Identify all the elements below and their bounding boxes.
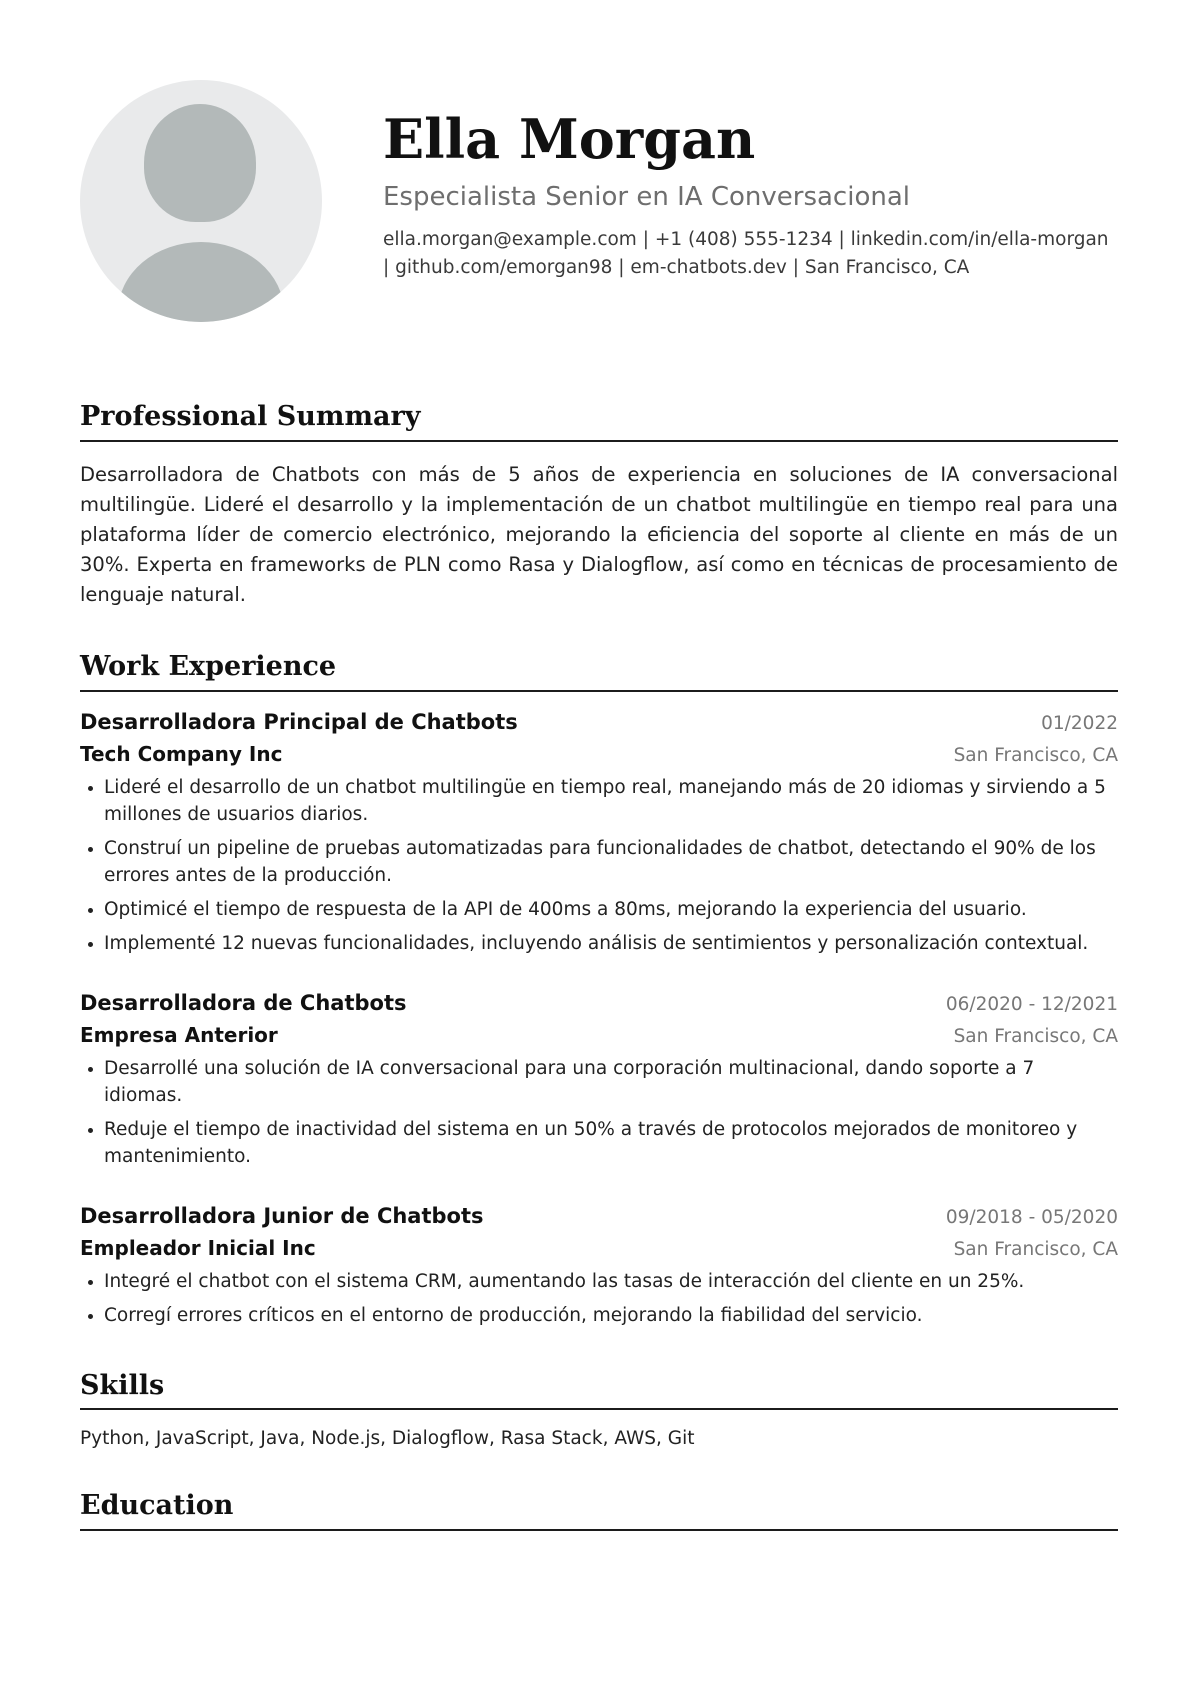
job-bullet: Optimicé el tiempo de respuesta de la API de 400ms a 80ms, mejorando la experiencia del usuario. [80,896,1118,923]
job-location: San Francisco, CA [953,1025,1118,1047]
experience-section [80,650,1118,1329]
job-bullet: Lideré el desarrollo de un chatbot multilingüe en tiempo real, manejando más de 20 idiomas y sirviendo a 5 millones de usuarios diarios. [80,774,1118,828]
job-entry [80,1204,1118,1329]
job-bullet: Integré el chatbot con el sistema CRM, aumentando las tasas de interacción del cliente en un 25%. [80,1268,1118,1295]
candidate-subtitle: Especialista Senior en IA Conversacional [383,182,910,212]
job-location: San Francisco, CA [953,1238,1118,1260]
job-bullet: Implementé 12 nuevas funcionalidades, incluyendo análisis de sentimientos y personalización contextual. [80,930,1118,957]
resume-header [383,106,1123,282]
resume-content [80,400,1118,1571]
skills-heading: Skills [80,1369,1118,1411]
contact-line-2: | github.com/emorgan98 | em-chatbots.dev | San Francisco, CA [383,257,970,279]
avatar [80,80,322,322]
job-bullet: Reduje el tiempo de inactividad del sistema en un 50% a través de protocolos mejorados de monitoreo y mantenimiento. [80,1116,1118,1170]
contact-info [383,226,1123,282]
job-title: Desarrolladora de Chatbots [80,990,407,1015]
job-location: San Francisco, CA [953,744,1118,766]
job-bullet: Construí un pipeline de pruebas automatizadas para funcionalidades de chatbot, detectando el 90% de los errores antes de la producción. [80,835,1118,889]
experience-heading: Work Experience [80,650,1118,692]
summary-heading: Professional Summary [80,400,1118,442]
job-company: Tech Company Inc [80,741,283,766]
education-section [80,1489,1118,1531]
job-entry [80,710,1118,957]
education-heading: Education [80,1489,1118,1531]
job-bullets [80,774,1118,957]
job-bullets [80,1055,1118,1170]
contact-line-1: ella.morgan@example.com | +1 (408) 555-1234 | linkedin.com/in/ella-morgan [383,229,1109,251]
job-entry [80,991,1118,1170]
summary-section [80,400,1118,610]
skills-section [80,1369,1118,1450]
candidate-name: Ella Morgan [383,107,756,171]
job-title: Desarrolladora Junior de Chatbots [80,1203,484,1228]
job-date: 01/2022 [1041,712,1118,734]
summary-text: Desarrolladora de Chatbots con más de 5 años de experiencia en soluciones de IA conversacional multilingüe. Lideré el desarrollo y la implementación de un chatbot multilingüe en tiempo real para una plataforma líder de comercio electrónico, mejorando la eficiencia del soporte al cliente en más de un 30%. Experta en frameworks de PLN como Rasa y Dialogflow, así como en técnicas de procesamiento de lenguaje natural. [80,462,1118,606]
skills-text: Python, JavaScript, Java, Node.js, Dialogflow, Rasa Stack, AWS, Git [80,1428,695,1450]
job-bullet: Desarrollé una solución de IA conversacional para una corporación multinacional, dando soporte a 7 idiomas. [80,1055,1118,1109]
job-bullet: Corregí errores críticos en el entorno de producción, mejorando la fiabilidad del servicio. [80,1302,1118,1329]
job-date: 06/2020 - 12/2021 [945,993,1118,1015]
avatar-body-shape [118,242,284,322]
job-title: Desarrolladora Principal de Chatbots [80,709,518,734]
avatar-head-shape [144,104,256,222]
job-company: Empresa Anterior [80,1022,278,1047]
job-date: 09/2018 - 05/2020 [945,1206,1118,1228]
job-bullets [80,1268,1118,1329]
job-company: Empleador Inicial Inc [80,1235,316,1260]
